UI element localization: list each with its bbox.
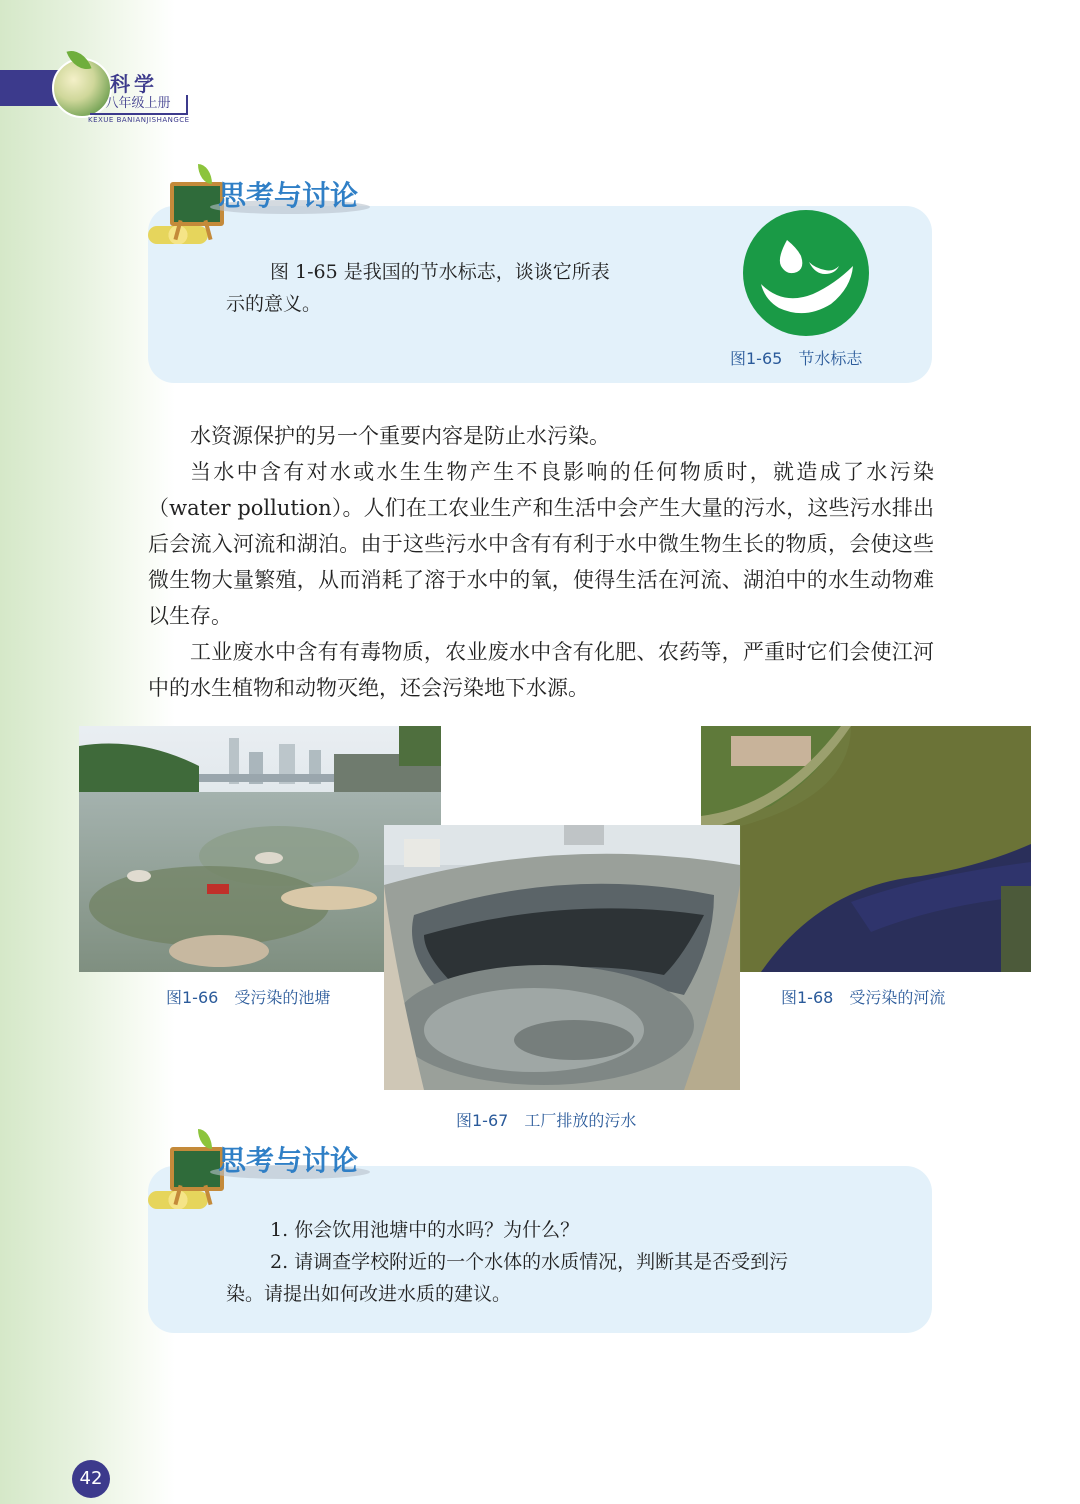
discussion-title: 思考与讨论	[218, 179, 359, 212]
book-pinyin: KEXUE BANIANJISHANGCE	[88, 116, 190, 124]
factory-wastewater-photo	[384, 825, 740, 1090]
body-text	[148, 418, 934, 706]
figure-1-66-caption: 图1-66 受污染的池塘	[166, 988, 331, 1007]
discussion-questions-2	[226, 1214, 876, 1310]
paragraph: 水资源保护的另一个重要内容是防止水污染。	[190, 424, 610, 448]
page-number: 42	[72, 1460, 110, 1498]
paragraph: 工业废水中含有有毒物质，农业废水中含有化肥、农药等，严重时它们会使江河中的水生植物和动物灭绝，还会污染地下水源。	[148, 640, 934, 700]
figure-1-67-caption: 图1-67 工厂排放的污水	[456, 1111, 637, 1130]
leaf-icon	[198, 164, 212, 184]
leaf-icon	[198, 1129, 212, 1149]
question-2-line-1: 2. 请调查学校附近的一个水体的水质情况，判断其是否受到污	[270, 1251, 789, 1273]
paragraph: 当水中含有对水或水生生物产生不良影响的任何物质时，就造成了水污染（water pollution）。人们在工农业生产和生活中会产生大量的污水，这些污水排出后会流入河流和湖泊。由于这些污水中含有有利于水中微生物生长的物质，会使这些微生物大量繁殖，从而消耗了溶于水中的氧，使得生活在河流、湖泊中的水生动物难以生存。	[148, 460, 934, 628]
discussion-title: 思考与讨论	[218, 1144, 359, 1177]
water-saving-logo-icon	[743, 210, 869, 336]
question-line: 图 1-65 是我国的节水标志，谈谈它所表	[270, 261, 610, 283]
book-title: 科学	[110, 72, 158, 96]
book-grade: 八年级上册	[90, 95, 188, 115]
question-1: 1. 你会饮用池塘中的水吗？为什么？	[270, 1219, 580, 1241]
question-2-line-2: 染。请提出如何改进水质的建议。	[226, 1283, 512, 1305]
question-line: 示的意义。	[226, 293, 322, 315]
figure-1-65-caption: 图1-65 节水标志	[730, 349, 863, 368]
discussion-question-1	[226, 256, 686, 320]
polluted-river-photo	[701, 726, 1031, 972]
figure-1-68-caption: 图1-68 受污染的河流	[781, 988, 946, 1007]
